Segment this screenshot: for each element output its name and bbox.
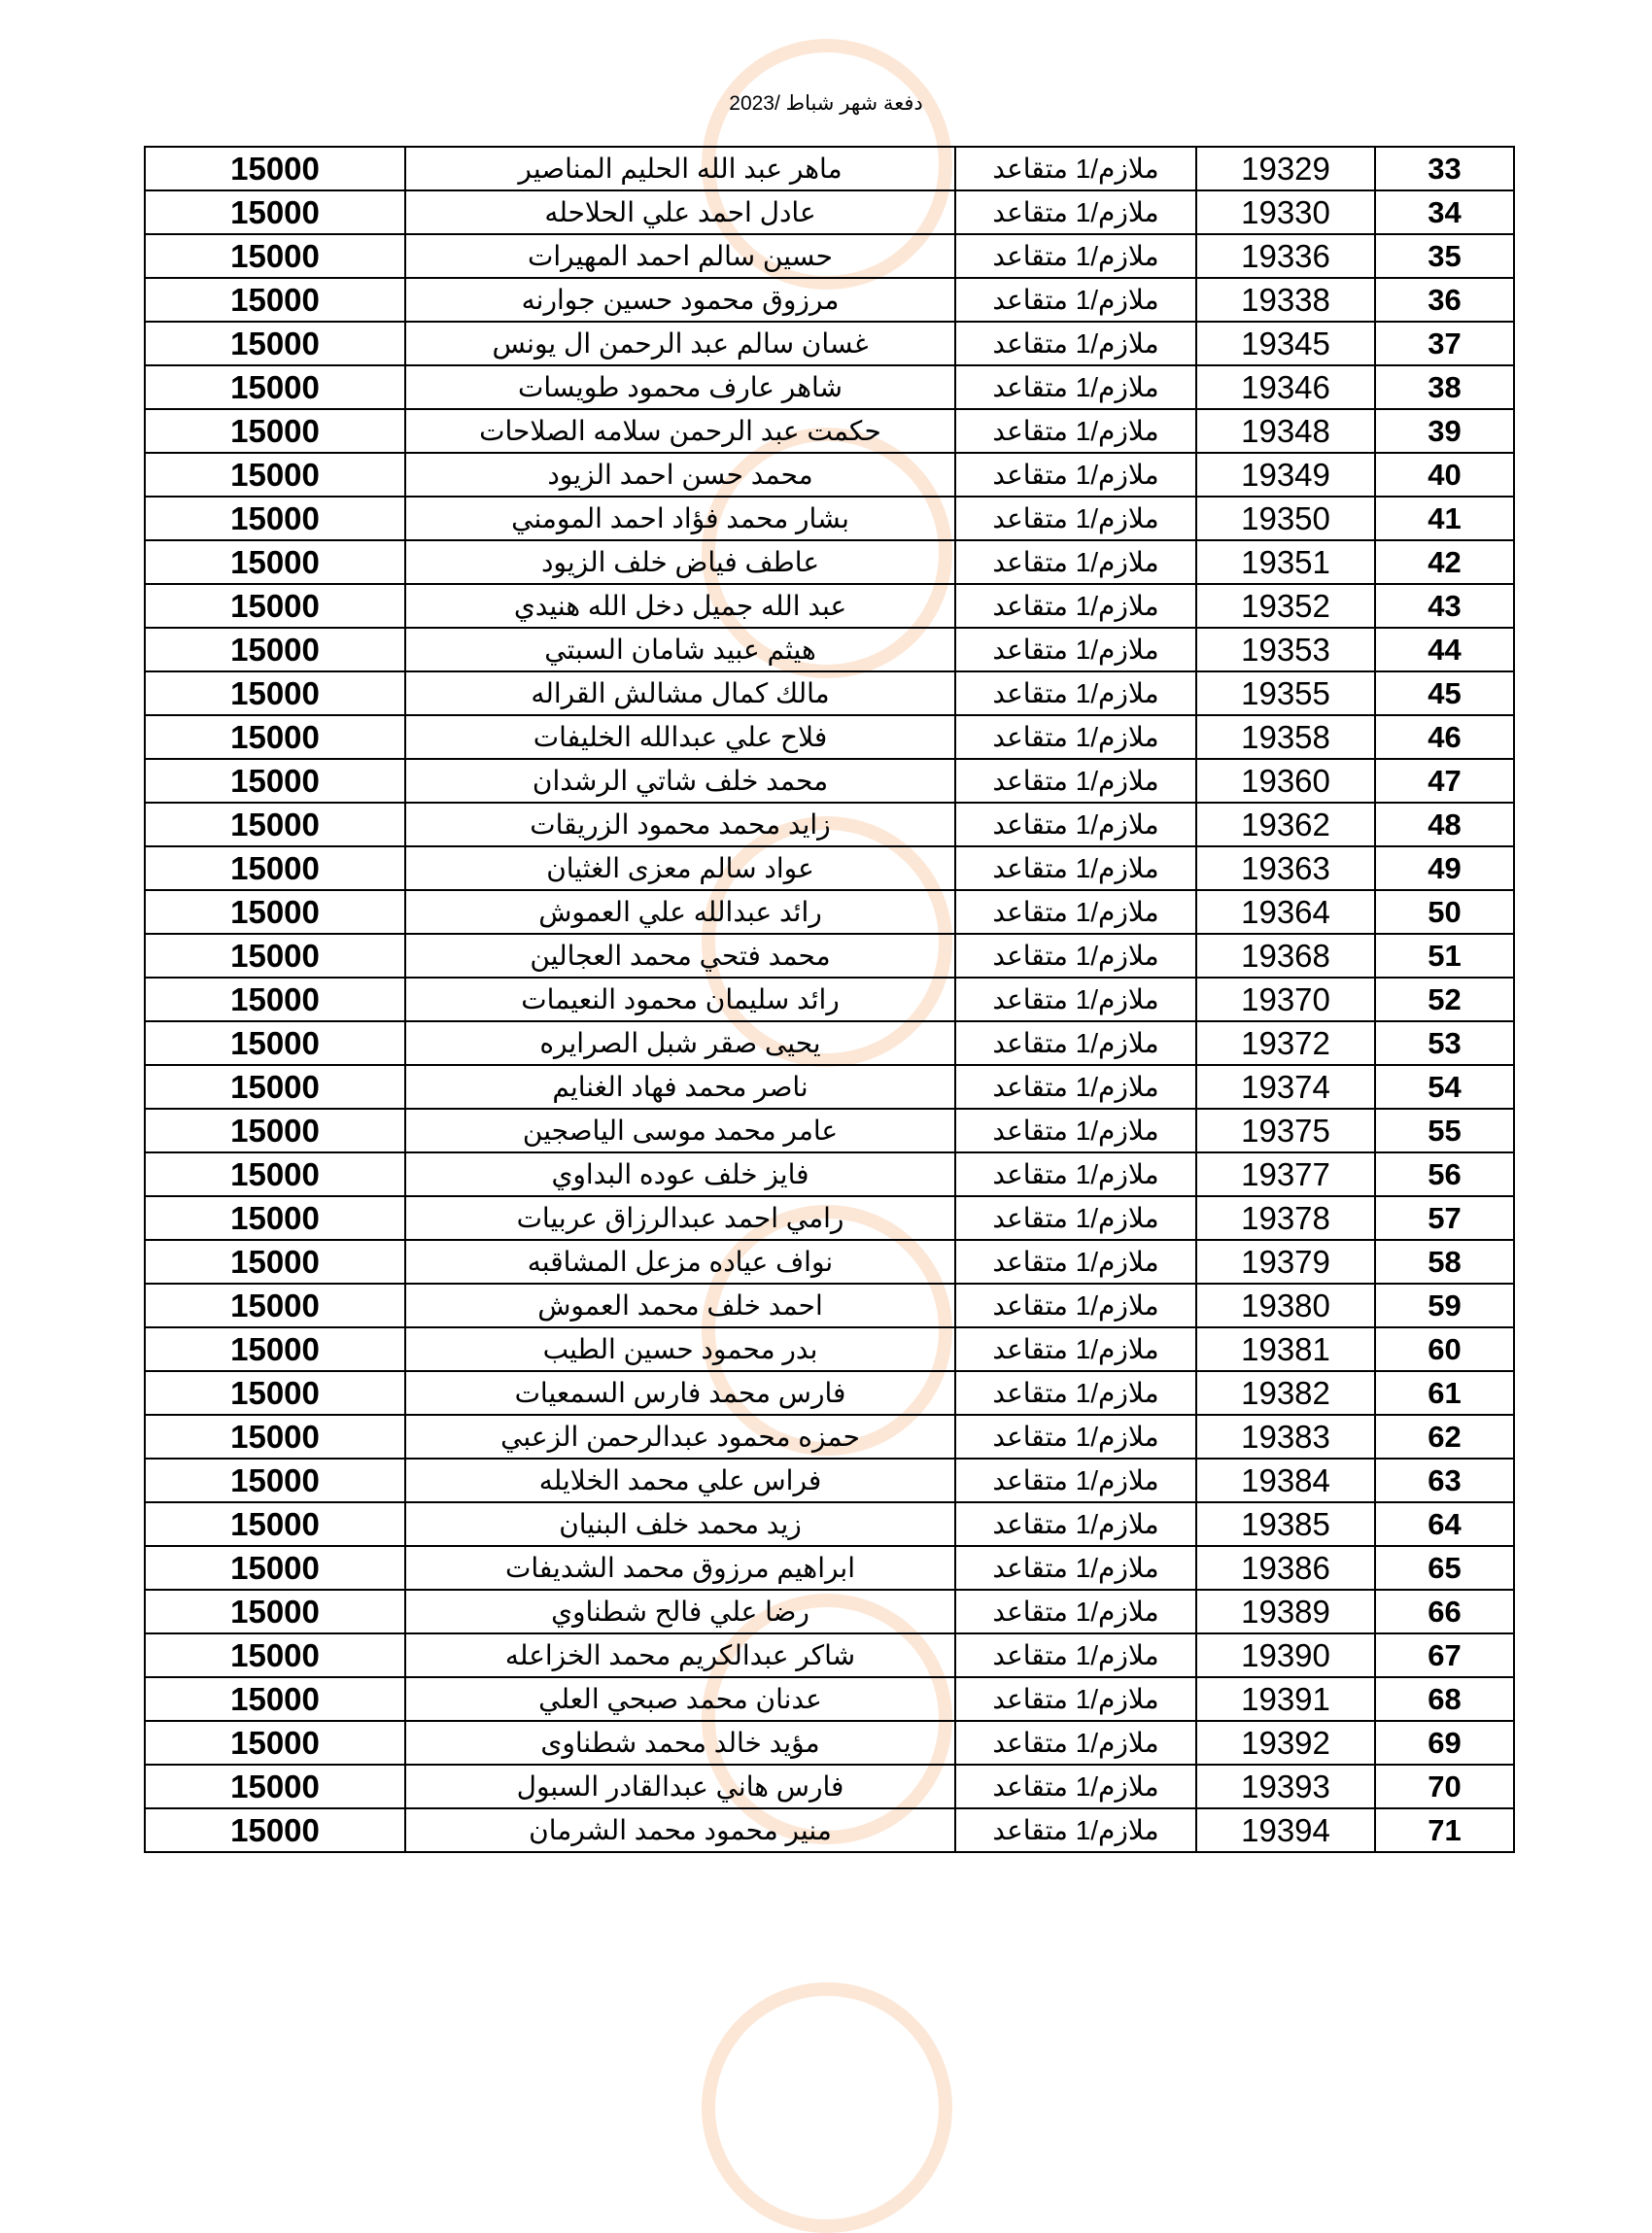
military-number-cell: 19329 — [1196, 147, 1375, 190]
rank-cell: ملازم/1 متقاعد — [955, 409, 1196, 453]
table-row — [145, 322, 1514, 365]
rank-cell: ملازم/1 متقاعد — [955, 1196, 1196, 1240]
military-number-cell: 19345 — [1196, 322, 1375, 365]
table-row — [145, 1415, 1514, 1459]
amount-cell: 15000 — [145, 803, 405, 846]
name-cell: رائد سليمان محمود النعيمات — [405, 978, 955, 1021]
rank-cell: ملازم/1 متقاعد — [955, 1808, 1196, 1852]
rank-cell: ملازم/1 متقاعد — [955, 978, 1196, 1021]
amount-cell: 15000 — [145, 628, 405, 671]
table-row — [145, 1546, 1514, 1590]
amount-cell: 15000 — [145, 190, 405, 234]
rank-cell: ملازم/1 متقاعد — [955, 453, 1196, 497]
row-number-cell: 57 — [1375, 1196, 1514, 1240]
rank-cell: ملازم/1 متقاعد — [955, 190, 1196, 234]
rank-cell: ملازم/1 متقاعد — [955, 1240, 1196, 1284]
table-row — [145, 803, 1514, 846]
row-number-cell: 44 — [1375, 628, 1514, 671]
military-number-cell: 19378 — [1196, 1196, 1375, 1240]
amount-cell: 15000 — [145, 978, 405, 1021]
name-cell: نواف عياده مزعل المشاقبه — [405, 1240, 955, 1284]
name-cell: محمد فتحي محمد العجالين — [405, 934, 955, 978]
rank-cell: ملازم/1 متقاعد — [955, 584, 1196, 628]
row-number-cell: 67 — [1375, 1633, 1514, 1677]
name-cell: ابراهيم مرزوق محمد الشديفات — [405, 1546, 955, 1590]
rank-cell: ملازم/1 متقاعد — [955, 1152, 1196, 1196]
table-row — [145, 628, 1514, 671]
amount-cell: 15000 — [145, 1415, 405, 1459]
row-number-cell: 35 — [1375, 234, 1514, 278]
amount-cell: 15000 — [145, 147, 405, 190]
amount-cell: 15000 — [145, 322, 405, 365]
military-number-cell: 19358 — [1196, 715, 1375, 759]
amount-cell: 15000 — [145, 1765, 405, 1808]
table-row — [145, 1502, 1514, 1546]
row-number-cell: 62 — [1375, 1415, 1514, 1459]
table-row — [145, 759, 1514, 803]
military-number-cell: 19391 — [1196, 1677, 1375, 1721]
military-number-cell: 19346 — [1196, 365, 1375, 409]
name-cell: يحيى صقر شبل الصرايره — [405, 1021, 955, 1065]
watermark-clock-logo — [702, 1982, 952, 2233]
row-number-cell: 55 — [1375, 1109, 1514, 1152]
name-cell: فايز خلف عوده البداوي — [405, 1152, 955, 1196]
table-row — [145, 934, 1514, 978]
amount-cell: 15000 — [145, 671, 405, 715]
military-number-cell: 19375 — [1196, 1109, 1375, 1152]
rank-cell: ملازم/1 متقاعد — [955, 234, 1196, 278]
military-number-cell: 19374 — [1196, 1065, 1375, 1109]
name-cell: فراس علي محمد الخلايله — [405, 1459, 955, 1502]
military-number-cell: 19352 — [1196, 584, 1375, 628]
rank-cell: ملازم/1 متقاعد — [955, 759, 1196, 803]
table-row — [145, 584, 1514, 628]
row-number-cell: 68 — [1375, 1677, 1514, 1721]
military-number-cell: 19386 — [1196, 1546, 1375, 1590]
rank-cell: ملازم/1 متقاعد — [955, 1765, 1196, 1808]
military-number-cell: 19360 — [1196, 759, 1375, 803]
row-number-cell: 52 — [1375, 978, 1514, 1021]
name-cell: حكمت عبد الرحمن سلامه الصلاحات — [405, 409, 955, 453]
amount-cell: 15000 — [145, 715, 405, 759]
amount-cell: 15000 — [145, 1109, 405, 1152]
name-cell: مالك كمال مشالش القراله — [405, 671, 955, 715]
military-number-cell: 19377 — [1196, 1152, 1375, 1196]
table-row — [145, 715, 1514, 759]
row-number-cell: 37 — [1375, 322, 1514, 365]
row-number-cell: 38 — [1375, 365, 1514, 409]
name-cell: ناصر محمد فهاد الغنايم — [405, 1065, 955, 1109]
amount-cell: 15000 — [145, 846, 405, 890]
row-number-cell: 51 — [1375, 934, 1514, 978]
military-number-cell: 19372 — [1196, 1021, 1375, 1065]
table-row — [145, 1327, 1514, 1371]
amount-cell: 15000 — [145, 1021, 405, 1065]
row-number-cell: 56 — [1375, 1152, 1514, 1196]
military-number-cell: 19353 — [1196, 628, 1375, 671]
rank-cell: ملازم/1 متقاعد — [955, 1021, 1196, 1065]
row-number-cell: 43 — [1375, 584, 1514, 628]
row-number-cell: 45 — [1375, 671, 1514, 715]
rank-cell: ملازم/1 متقاعد — [955, 1590, 1196, 1633]
rank-cell: ملازم/1 متقاعد — [955, 1677, 1196, 1721]
table-row — [145, 890, 1514, 934]
rank-cell: ملازم/1 متقاعد — [955, 147, 1196, 190]
name-cell: زايد محمد محمود الزريقات — [405, 803, 955, 846]
row-number-cell: 36 — [1375, 278, 1514, 322]
amount-cell: 15000 — [145, 759, 405, 803]
amount-cell: 15000 — [145, 278, 405, 322]
table-row — [145, 409, 1514, 453]
amount-cell: 15000 — [145, 1808, 405, 1852]
name-cell: عاطف فياض خلف الزيود — [405, 540, 955, 584]
military-number-cell: 19368 — [1196, 934, 1375, 978]
table-row — [145, 1196, 1514, 1240]
table-row — [145, 1721, 1514, 1765]
military-number-cell: 19330 — [1196, 190, 1375, 234]
rank-cell: ملازم/1 متقاعد — [955, 628, 1196, 671]
name-cell: زيد محمد خلف البنيان — [405, 1502, 955, 1546]
row-number-cell: 63 — [1375, 1459, 1514, 1502]
rank-cell: ملازم/1 متقاعد — [955, 1502, 1196, 1546]
rank-cell: ملازم/1 متقاعد — [955, 934, 1196, 978]
row-number-cell: 54 — [1375, 1065, 1514, 1109]
name-cell: عبد الله جميل دخل الله هنيدي — [405, 584, 955, 628]
amount-cell: 15000 — [145, 365, 405, 409]
amount-cell: 15000 — [145, 453, 405, 497]
amount-cell: 15000 — [145, 1590, 405, 1633]
rank-cell: ملازم/1 متقاعد — [955, 1721, 1196, 1765]
rank-cell: ملازم/1 متقاعد — [955, 1546, 1196, 1590]
amount-cell: 15000 — [145, 540, 405, 584]
table-row — [145, 453, 1514, 497]
table-row — [145, 190, 1514, 234]
row-number-cell: 41 — [1375, 497, 1514, 540]
name-cell: محمد حسن احمد الزيود — [405, 453, 955, 497]
table-row — [145, 278, 1514, 322]
military-number-cell: 19381 — [1196, 1327, 1375, 1371]
military-number-cell: 19382 — [1196, 1371, 1375, 1415]
rank-cell: ملازم/1 متقاعد — [955, 497, 1196, 540]
amount-cell: 15000 — [145, 1502, 405, 1546]
amount-cell: 15000 — [145, 1240, 405, 1284]
name-cell: غسان سالم عبد الرحمن ال يونس — [405, 322, 955, 365]
table-row — [145, 1633, 1514, 1677]
military-number-cell: 19389 — [1196, 1590, 1375, 1633]
name-cell: عادل احمد علي الحلاحله — [405, 190, 955, 234]
name-cell: شاكر عبدالكريم محمد الخزاعله — [405, 1633, 955, 1677]
row-number-cell: 60 — [1375, 1327, 1514, 1371]
amount-cell: 15000 — [145, 1546, 405, 1590]
amount-cell: 15000 — [145, 584, 405, 628]
row-number-cell: 48 — [1375, 803, 1514, 846]
table-row — [145, 365, 1514, 409]
row-number-cell: 66 — [1375, 1590, 1514, 1633]
rank-cell: ملازم/1 متقاعد — [955, 1109, 1196, 1152]
table-row — [145, 497, 1514, 540]
rank-cell: ملازم/1 متقاعد — [955, 715, 1196, 759]
table-row — [145, 540, 1514, 584]
rank-cell: ملازم/1 متقاعد — [955, 1371, 1196, 1415]
amount-cell: 15000 — [145, 1721, 405, 1765]
row-number-cell: 39 — [1375, 409, 1514, 453]
table-row — [145, 1240, 1514, 1284]
table-row — [145, 1459, 1514, 1502]
rank-cell: ملازم/1 متقاعد — [955, 1415, 1196, 1459]
name-cell: هيثم عبيد شامان السبتي — [405, 628, 955, 671]
amount-cell: 15000 — [145, 1459, 405, 1502]
military-number-cell: 19393 — [1196, 1765, 1375, 1808]
rank-cell: ملازم/1 متقاعد — [955, 890, 1196, 934]
amount-cell: 15000 — [145, 409, 405, 453]
name-cell: بدر محمود حسين الطيب — [405, 1327, 955, 1371]
table-row — [145, 846, 1514, 890]
row-number-cell: 50 — [1375, 890, 1514, 934]
table-row — [145, 1590, 1514, 1633]
rank-cell: ملازم/1 متقاعد — [955, 1065, 1196, 1109]
row-number-cell: 47 — [1375, 759, 1514, 803]
military-number-cell: 19364 — [1196, 890, 1375, 934]
military-number-cell: 19348 — [1196, 409, 1375, 453]
table-row — [145, 1152, 1514, 1196]
amount-cell: 15000 — [145, 890, 405, 934]
row-number-cell: 49 — [1375, 846, 1514, 890]
name-cell: عواد سالم معزى الغثيان — [405, 846, 955, 890]
table-row — [145, 1065, 1514, 1109]
military-number-cell: 19355 — [1196, 671, 1375, 715]
military-number-cell: 19363 — [1196, 846, 1375, 890]
name-cell: ماهر عبد الله الحليم المناصير — [405, 147, 955, 190]
row-number-cell: 65 — [1375, 1546, 1514, 1590]
amount-cell: 15000 — [145, 1633, 405, 1677]
row-number-cell: 42 — [1375, 540, 1514, 584]
table-row — [145, 1765, 1514, 1808]
payment-table — [144, 146, 1515, 1853]
name-cell: محمد خلف شاتي الرشدان — [405, 759, 955, 803]
amount-cell: 15000 — [145, 1196, 405, 1240]
row-number-cell: 53 — [1375, 1021, 1514, 1065]
rank-cell: ملازم/1 متقاعد — [955, 540, 1196, 584]
military-number-cell: 19336 — [1196, 234, 1375, 278]
table-row — [145, 1371, 1514, 1415]
amount-cell: 15000 — [145, 1284, 405, 1327]
name-cell: مؤيد خالد محمد شطناوى — [405, 1721, 955, 1765]
military-number-cell: 19362 — [1196, 803, 1375, 846]
rank-cell: ملازم/1 متقاعد — [955, 322, 1196, 365]
table-row — [145, 234, 1514, 278]
rank-cell: ملازم/1 متقاعد — [955, 1284, 1196, 1327]
military-number-cell: 19351 — [1196, 540, 1375, 584]
page-title: دفعة شهر شباط /2023 — [729, 92, 923, 115]
amount-cell: 15000 — [145, 934, 405, 978]
table-row — [145, 147, 1514, 190]
table-row — [145, 671, 1514, 715]
rank-cell: ملازم/1 متقاعد — [955, 1633, 1196, 1677]
military-number-cell: 19380 — [1196, 1284, 1375, 1327]
name-cell: شاهر عارف محمود طويسات — [405, 365, 955, 409]
row-number-cell: 34 — [1375, 190, 1514, 234]
rank-cell: ملازم/1 متقاعد — [955, 671, 1196, 715]
name-cell: حمزه محمود عبدالرحمن الزعبي — [405, 1415, 955, 1459]
rank-cell: ملازم/1 متقاعد — [955, 803, 1196, 846]
table-row — [145, 1284, 1514, 1327]
military-number-cell: 19390 — [1196, 1633, 1375, 1677]
rank-cell: ملازم/1 متقاعد — [955, 278, 1196, 322]
name-cell: فلاح علي عبدالله الخليفات — [405, 715, 955, 759]
military-number-cell: 19392 — [1196, 1721, 1375, 1765]
military-number-cell: 19385 — [1196, 1502, 1375, 1546]
amount-cell: 15000 — [145, 1677, 405, 1721]
row-number-cell: 70 — [1375, 1765, 1514, 1808]
table-row — [145, 1677, 1514, 1721]
row-number-cell: 69 — [1375, 1721, 1514, 1765]
amount-cell: 15000 — [145, 234, 405, 278]
row-number-cell: 61 — [1375, 1371, 1514, 1415]
table-row — [145, 1109, 1514, 1152]
name-cell: عامر محمد موسى الياصجين — [405, 1109, 955, 1152]
name-cell: مرزوق محمود حسين جوارنه — [405, 278, 955, 322]
name-cell: فارس محمد فارس السمعيات — [405, 1371, 955, 1415]
name-cell: عدنان محمد صبحي العلي — [405, 1677, 955, 1721]
military-number-cell: 19379 — [1196, 1240, 1375, 1284]
name-cell: رضا علي فالح شطناوي — [405, 1590, 955, 1633]
military-number-cell: 19370 — [1196, 978, 1375, 1021]
rank-cell: ملازم/1 متقاعد — [955, 1459, 1196, 1502]
military-number-cell: 19338 — [1196, 278, 1375, 322]
name-cell: احمد خلف محمد العموش — [405, 1284, 955, 1327]
row-number-cell: 71 — [1375, 1808, 1514, 1852]
military-number-cell: 19349 — [1196, 453, 1375, 497]
military-number-cell: 19383 — [1196, 1415, 1375, 1459]
name-cell: بشار محمد فؤاد احمد المومني — [405, 497, 955, 540]
military-number-cell: 19384 — [1196, 1459, 1375, 1502]
amount-cell: 15000 — [145, 497, 405, 540]
rank-cell: ملازم/1 متقاعد — [955, 846, 1196, 890]
row-number-cell: 33 — [1375, 147, 1514, 190]
table-row — [145, 978, 1514, 1021]
name-cell: رامي احمد عبدالرزاق عربيات — [405, 1196, 955, 1240]
name-cell: فارس هاني عبدالقادر السبول — [405, 1765, 955, 1808]
military-number-cell: 19394 — [1196, 1808, 1375, 1852]
rank-cell: ملازم/1 متقاعد — [955, 1327, 1196, 1371]
amount-cell: 15000 — [145, 1371, 405, 1415]
amount-cell: 15000 — [145, 1327, 405, 1371]
row-number-cell: 59 — [1375, 1284, 1514, 1327]
table-row — [145, 1021, 1514, 1065]
row-number-cell: 40 — [1375, 453, 1514, 497]
name-cell: منير محمود محمد الشرمان — [405, 1808, 955, 1852]
amount-cell: 15000 — [145, 1152, 405, 1196]
row-number-cell: 58 — [1375, 1240, 1514, 1284]
military-number-cell: 19350 — [1196, 497, 1375, 540]
row-number-cell: 64 — [1375, 1502, 1514, 1546]
name-cell: حسين سالم احمد المهيرات — [405, 234, 955, 278]
name-cell: رائد عبدالله علي العموش — [405, 890, 955, 934]
amount-cell: 15000 — [145, 1065, 405, 1109]
row-number-cell: 46 — [1375, 715, 1514, 759]
table-row — [145, 1808, 1514, 1852]
rank-cell: ملازم/1 متقاعد — [955, 365, 1196, 409]
